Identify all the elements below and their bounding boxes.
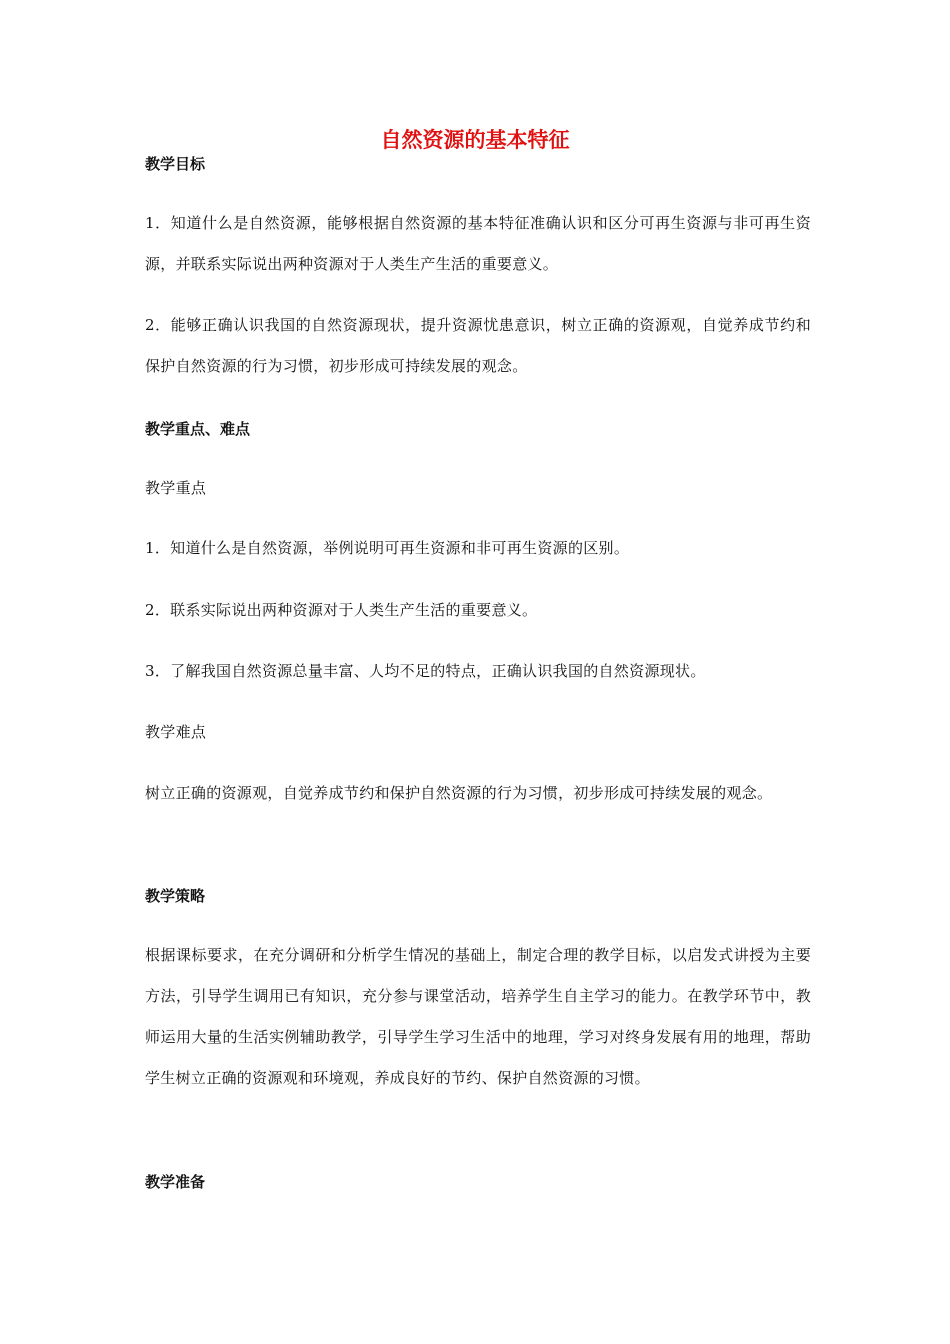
objective-item-2: 2．能够正确认识我国的自然资源现状，提升资源忧患意识，树立正确的资源观，自觉养成节约和保护自然资源的行为习惯，初步形成可持续发展的观念。: [145, 316, 811, 375]
focus-label: 教学重点: [145, 479, 207, 497]
focus-item-1: 1．知道什么是自然资源，举例说明可再生资源和非可再生资源的区别。: [145, 539, 630, 557]
difficulty-text: 树立正确的资源观，自觉养成节约和保护自然资源的行为习惯，初步形成可持续发展的观念。: [145, 784, 773, 802]
heading-key-points: 教学重点、难点: [145, 420, 251, 438]
heading-objectives: 教学目标: [145, 155, 206, 173]
difficulty-label: 教学难点: [145, 723, 207, 741]
strategy-text: 根据课标要求，在充分调研和分析学生情况的基础上，制定合理的教学目标，以启发式讲授为主要方法，引导学生调用已有知识，充分参与课堂活动，培养学生自主学习的能力。在教学环节中，教师运用大量的生活实例辅助教学，引导学生学习生活中的地理，学习对终身发展有用的地理，帮助学生树立正确的资源观和环境观，养成良好的节约、保护自然资源的习惯。: [145, 946, 811, 1087]
focus-item-3: 3．了解我国自然资源总量丰富、人均不足的特点，正确认识我国的自然资源现状。: [145, 662, 706, 680]
heading-preparation: 教学准备: [145, 1173, 206, 1191]
focus-item-2: 2．联系实际说出两种资源对于人类生产生活的重要意义。: [145, 601, 538, 619]
heading-strategy: 教学策略: [145, 887, 206, 905]
document-title: 自然资源的基本特征: [380, 128, 570, 152]
objective-item-1: 1．知道什么是自然资源，能够根据自然资源的基本特征准确认识和区分可再生资源与非可再生资源，并联系实际说出两种资源对于人类生产生活的重要意义。: [145, 214, 811, 273]
